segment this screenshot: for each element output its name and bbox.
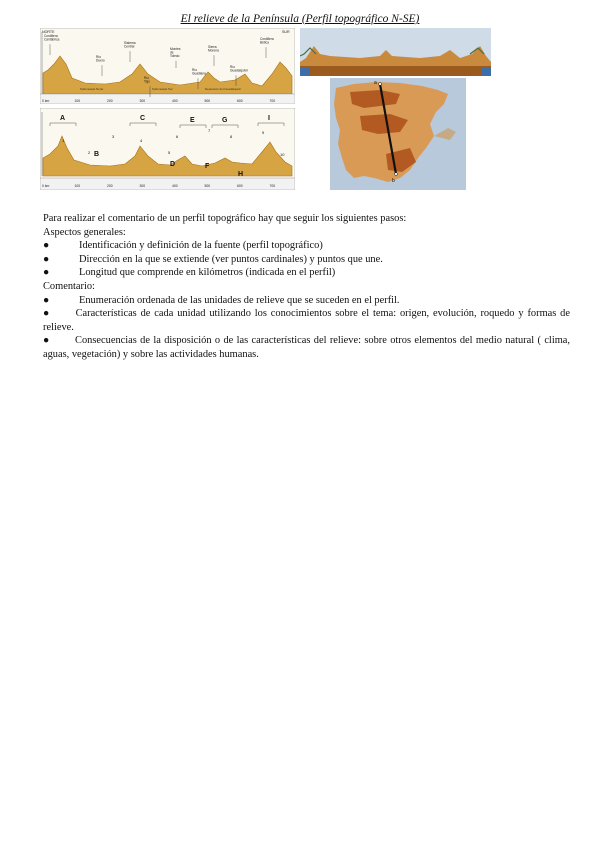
unit-number: 2 bbox=[88, 150, 91, 155]
list-item: ● Enumeración ordenada de las unidades de relieve que se suceden en el perfil. bbox=[43, 294, 400, 306]
label-norte: NORTE bbox=[42, 30, 55, 34]
axis-tick-label: 0 km bbox=[42, 184, 50, 188]
bullet-icon: ● bbox=[43, 253, 50, 265]
unit-number: 3 bbox=[112, 134, 115, 139]
unit-number: 10 bbox=[280, 152, 285, 157]
unit-letter: G bbox=[222, 117, 228, 124]
profile-chart-lettered bbox=[40, 108, 295, 190]
unit-letter: F bbox=[205, 163, 210, 170]
unit-letter: E bbox=[190, 117, 195, 124]
section1-heading: Aspectos generales: bbox=[43, 226, 126, 238]
unit-letter: I bbox=[268, 115, 270, 122]
bullet-icon: ● bbox=[43, 267, 50, 279]
cross-section-image bbox=[300, 28, 491, 76]
section2-heading: Comentario: bbox=[43, 280, 95, 292]
peak-label: Río Guadalquivir bbox=[230, 65, 248, 73]
unit-letter: D bbox=[170, 161, 176, 168]
list-item: ● Consecuencias de la disposición o de las características del relieve: sobre otros elementos del medio natural ( clima, aguas, vegetación) y sobre las actividades humanas. bbox=[43, 335, 570, 360]
peak-label: Cordillera Bética bbox=[260, 37, 274, 45]
peak-label: Sierra Morena bbox=[208, 45, 219, 53]
peak-label: Río Guadiana bbox=[192, 68, 206, 76]
list-item: ● Identificación y definición de la fuente (perfil topográfico) bbox=[43, 240, 323, 252]
intro-paragraph: Para realizar el comentario de un perfil topográfico hay que seguir los siguientes pasos: bbox=[43, 213, 407, 224]
axis-tick-label: 400 bbox=[172, 99, 178, 103]
axis-tick-label: 0 km bbox=[42, 99, 50, 103]
unit-letter: B bbox=[94, 151, 100, 158]
unit-number: 1 bbox=[62, 138, 65, 143]
bullet-icon: ● bbox=[43, 335, 51, 347]
unit-number: 8 bbox=[230, 134, 233, 139]
iberia-relief-map bbox=[330, 78, 466, 190]
bullet-icon: ● bbox=[43, 308, 51, 320]
peak-label: Río Duero bbox=[96, 55, 105, 63]
unit-number: 7 bbox=[208, 128, 211, 133]
unit-letter: A bbox=[60, 115, 66, 122]
bullet-icon: ● bbox=[43, 240, 50, 252]
axis-tick-label: 600 bbox=[237, 99, 243, 103]
axis-tick-label: 200 bbox=[107, 184, 113, 188]
unit-letter: H bbox=[238, 171, 244, 178]
unit-letter: C bbox=[140, 115, 146, 122]
list-item: ● Características de cada unidad utilizando los conocimientos sobre el tema: origen, evolución, roquedo y formas de relieve. bbox=[43, 308, 570, 333]
axis-tick-label: 300 bbox=[139, 99, 146, 103]
list-item: ● Dirección en la que se extiende (ver puntos cardinales) y puntos que une. bbox=[43, 253, 383, 265]
unit-number: 4 bbox=[140, 138, 143, 143]
unit-number: 6 bbox=[176, 134, 179, 139]
peak-label: Cordillera Cantábrica bbox=[44, 34, 60, 42]
axis-tick-label: 200 bbox=[107, 99, 113, 103]
peak-label: Sistema Central bbox=[124, 41, 136, 49]
instructions-text bbox=[43, 212, 570, 362]
list-item: ● Longitud que comprende en kilómetros (indicada en el perfil) bbox=[43, 267, 336, 279]
axis-tick-label: 500 bbox=[204, 99, 211, 103]
basin-label: Depresión del Guadalquivir bbox=[205, 87, 242, 91]
peak-label: Río Tajo bbox=[144, 76, 150, 84]
peak-label: Montes de Toledo bbox=[170, 47, 181, 59]
axis-tick-label: 700 bbox=[269, 99, 276, 103]
axis-tick-label: 100 bbox=[74, 184, 81, 188]
axis-tick-label: 700 bbox=[269, 184, 276, 188]
axis-tick-label: 400 bbox=[172, 184, 178, 188]
bullet-icon: ● bbox=[43, 294, 50, 306]
axis-tick-label: 600 bbox=[237, 184, 243, 188]
map-marker-a: a bbox=[374, 80, 377, 86]
map-marker-b: b bbox=[392, 178, 395, 184]
label-sur: SUR bbox=[282, 30, 290, 34]
unit-number: 9 bbox=[262, 130, 265, 135]
page-title: El relieve de la Península (Perfil topográfico N-SE) bbox=[180, 13, 420, 25]
axis-tick-label: 300 bbox=[139, 184, 146, 188]
basin-label: Submeseta Norte bbox=[80, 87, 104, 91]
profile-chart-labeled bbox=[40, 28, 295, 104]
axis-tick-label: 100 bbox=[74, 99, 81, 103]
axis-tick-label: 500 bbox=[204, 184, 211, 188]
unit-number: 5 bbox=[168, 150, 171, 155]
basin-label: Submeseta Sur bbox=[152, 87, 173, 91]
